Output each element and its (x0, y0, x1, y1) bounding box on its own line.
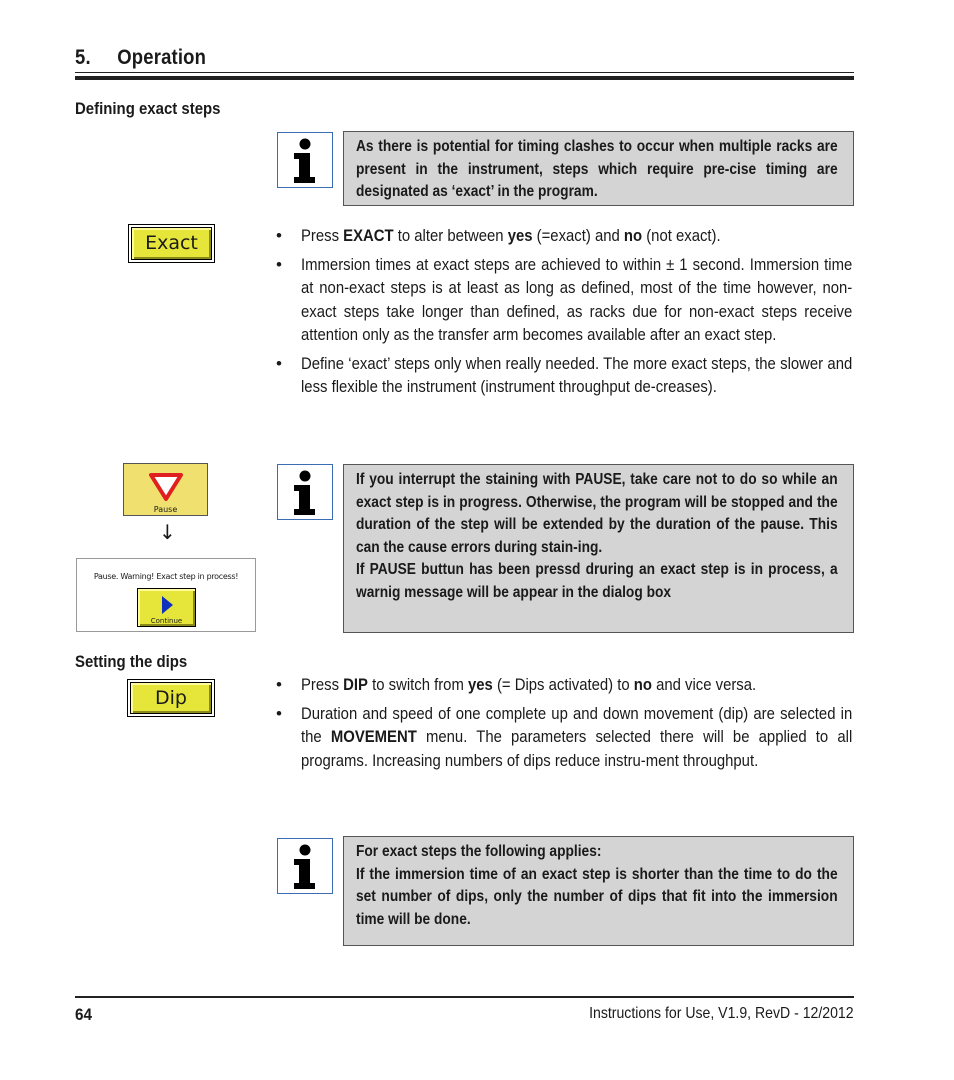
list-item: • Duration and speed of one complete up and down movement (dip) are selected in the MOVEMENT menu. The parameters selected there will be applied to all programs. Increasing numbers of dips reduce instru-ment throughput. (276, 703, 853, 770)
note-title: For exact steps the following applies: (356, 843, 602, 860)
bullet-list-dips (276, 673, 854, 777)
pause-button[interactable] (123, 463, 208, 516)
play-arrow-icon (160, 595, 174, 615)
continue-button[interactable] (137, 588, 196, 627)
note-text: As there is potential for timing clashes to occur when multiple racks are present in the instrument, steps which require pre-cise timing are designated as ‘exact’ in the program. (356, 138, 838, 200)
dip-button-label: Dip (155, 687, 187, 709)
page-number: 64 (75, 1005, 93, 1024)
note-text: If you interrupt the staining with PAUSE, take care not to do so while an exact step is in progress. Otherwise, the program will be stopped and the duration of the step will be extended by the duration of the pause. This can the cause errors during stain-ing. (356, 471, 838, 556)
section-heading-dips: Setting the dips (75, 652, 188, 671)
section-heading-exact: Defining exact steps (75, 99, 221, 118)
bullet-list-exact (276, 224, 854, 404)
note-exact-timing (343, 131, 854, 206)
note-pause (343, 464, 854, 633)
header-rule-thick (75, 76, 854, 80)
chapter-title: Operation (117, 46, 207, 69)
dip-button[interactable] (130, 682, 212, 714)
info-icon (277, 838, 333, 894)
dialog-message: Pause. Warning! Exact step in process! (93, 572, 239, 581)
exact-button[interactable] (131, 227, 212, 260)
chapter-heading (75, 46, 206, 70)
list-item: • Press DIP to switch from yes (= Dips activated) to no and vice versa. (276, 675, 757, 694)
list-item: • Define ‘exact’ steps only when really needed. The more exact steps, the slower and less flexible the instrument (instrument throughput de-creases). (276, 353, 853, 396)
footer-rule (75, 996, 854, 998)
note-dips (343, 836, 854, 946)
down-arrow-icon: ↓ (159, 520, 176, 544)
continue-button-label: Continue (150, 617, 183, 625)
note-text: If the immersion time of an exact step is shorter than the time to do the set number of dips, only the number of dips that fit into the immersion time will be done. (356, 865, 838, 928)
pause-triangle-icon (149, 472, 183, 502)
list-item: • Press EXACT to alter between yes (=exact) and no (not exact). (276, 226, 721, 245)
document-id: Instructions for Use, V1.9, RevD - 12/2012 (589, 1005, 854, 1022)
list-item: • Immersion times at exact steps are achieved to within ± 1 second. Immersion time at non-exact steps is at least as long as defined, most of the time however, non-exact steps take longer than defined, as racks due for non-exact steps receive attention only as the transfer arm becomes available after an exact step. (276, 254, 853, 344)
exact-button-label: Exact (145, 232, 198, 254)
pause-button-label: Pause (153, 505, 178, 514)
info-icon (277, 132, 333, 188)
chapter-number: 5. (75, 46, 91, 69)
header-rule-thin (75, 72, 854, 73)
info-icon (277, 464, 333, 520)
warning-dialog (76, 558, 256, 632)
note-text: If PAUSE buttun has been pressd druring an exact step is in process, a warnig message will be appear in the dialog box (356, 561, 838, 601)
